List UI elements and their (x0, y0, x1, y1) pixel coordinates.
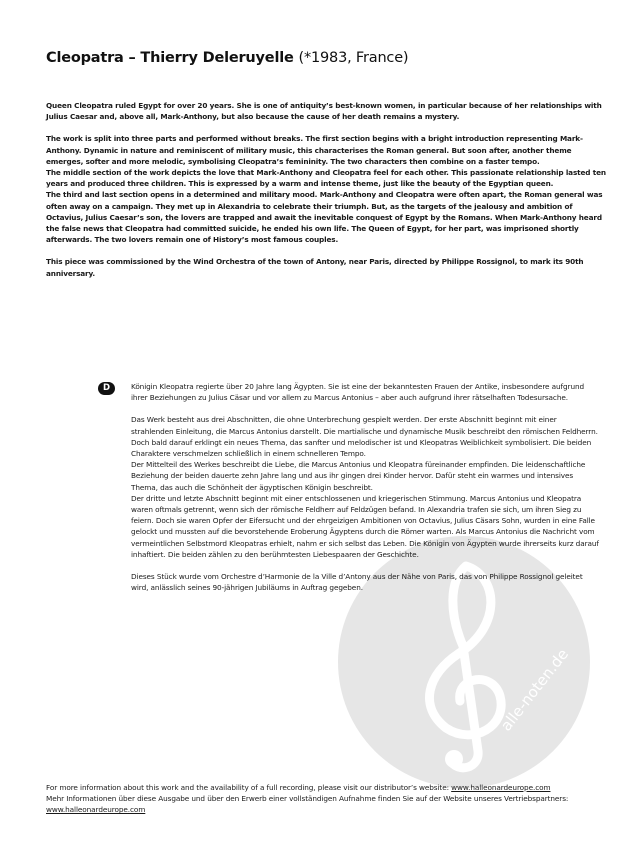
en-paragraph-commission: This piece was commissioned by the Wind Orchestra of the town of Antony, near Paris, directed by Philippe Rossignol, to mark its 90th anniversary. (46, 257, 584, 278)
english-text-block (46, 100, 606, 290)
en-paragraph-section-1: The work is split into three parts and performed without breaks. The first section begins with a bright introduction representing Mark-Anthony. Dynamic in nature and reminiscent of military music, this characterises the Roman general. But soon after, another theme emerges, softer and more melodic, symbolising Cleopatra’s femininity. The two characters then combine on a faster tempo. (46, 134, 583, 166)
footer-english (46, 782, 606, 793)
footer-en-link[interactable]: www.halleonardeurope.com (451, 783, 551, 792)
en-paragraph-section-2: The middle section of the work depicts the love that Mark-Anthony and Cleopatra feel for each other. This passionate relationship lasted ten years and produced three children. This is expressed by a warm and intense theme, just like the beauty of the Egyptian queen. (46, 168, 606, 189)
footer-de-text: Mehr Informationen über diese Ausgabe und über den Erwerb einer vollständigen Aufnahme finden Sie auf der Website unseres Vertriebspartners: (46, 794, 569, 804)
de-paragraph-intro: Königin Kleopatra regierte über 20 Jahre lang Ägypten. Sie ist eine der bekanntesten Frauen der Antike, insbesondere aufgrund ihrer Beziehungen zu Julius Cäsar und vor allem zu Marcus Antonius – aber auch aufgrund ihrer rätselhaften Todesursache. (131, 382, 585, 403)
title-sub: (*1983, France) (298, 50, 409, 66)
de-paragraph-section-3: Der dritte und letzte Abschnitt beginnt mit einer entschlossenen und kriegerischen Stimmung. Marcus Antonius und Kleopatra waren oftmals getrennt, wenn sich der römische Feldherr auf Feldzügen befand. In Alexandria trafen sie sich, um ihren Sieg zu feiern. Doch sie waren Opfer der Eifersucht und der ehrgeizigen Ambitionen von Octavius, Julius Cäsars Sohn, wurden in eine Falle gelockt und mussten auf die bevorstehende Eroberung Ägyptens durch die Römer warten. Als Marcus Antonius die Nachricht vom vermeintlichen Selbstmord Kleopatras erhielt, nahm er sich selbst das Leben. Die Königin von Ägypten wurde ihrerseits kurz darauf inhaftiert. Die beiden zählen zu den berühmtesten Liebespaaren der Geschichte. (131, 493, 599, 559)
en-paragraph-intro: Queen Cleopatra ruled Egypt for over 20 years. She is one of antiquity’s best-known women, in particular because of her relationships with Julius Caesar and, above all, Mark-Anthony, but also because the cause of her death remains a mystery. (46, 101, 602, 122)
footer-en-text: For more information about this work and the availability of a full recording, please visit our distributor’s website: (46, 783, 449, 792)
footer-de-link[interactable]: www.halleonardeurope.com (46, 805, 146, 815)
de-paragraph-section-2: Der Mittelteil des Werkes beschreibt die Liebe, die Marcus Antonius und Kleopatra füreinander empfinden. Die leidenschaftliche Beziehung der beiden dauerte zehn Jahre lang und aus ihr gingen drei Kinder hervor. Dafür steht ein warmes und intensives Thema, das auch die Schönheit der ägyptischen Königin beschreibt. (131, 460, 586, 492)
watermark-text: alle-noten.de (496, 645, 573, 735)
page-title (46, 50, 408, 66)
de-paragraph-section-1: Das Werk besteht aus drei Abschnitten, die ohne Unterbrechung gespielt werden. Der erste Abschnitt beginnt mit einer strahlenden Einleitung, die Marcus Antonius darstellt. Die martialische und dynamische Musik beschreibt den römischen Feldherrn. Doch bald darauf erklingt ein neues Thema, das sanfter und melodischer ist und Kleopatras Weiblichkeit symbolisiert. Die beiden Charaktere verschmelzen schließlich in einem schnelleren Tempo. (131, 415, 598, 459)
en-paragraph-section-3: The third and last section opens in a determined and military mood. Mark-Anthony and Cleopatra were often apart, the Roman general was often away on a campaign. They met up in Alexandria to celebrate their triumph. But, as the targets of the jealousy and ambition of Octavius, Julius Caesar’s son, the lovers are trapped and await the inevitable conquest of Egypt by the Romans. When Mark-Anthony heard the false news that Cleopatra had committed suicide, he ended his own life. The Queen of Egypt, for her part, was imprisoned shortly afterwards. The two lovers remain one of History’s most famous couples. (46, 190, 603, 245)
german-language-badge: D (98, 382, 115, 395)
de-paragraph-commission: Dieses Stück wurde vom Orchestre d’Harmonie de la Ville d’Antony aus der Nähe von Paris, das von Philippe Rossignol geleitet wird, anlässlich seines 90-jährigen Jubiläums in Auftrag gegeben. (131, 572, 583, 593)
footer-german (46, 793, 606, 815)
title-main: Cleopatra – Thierry Deleruyelle (46, 50, 294, 66)
footer (46, 782, 606, 816)
german-text-block (131, 381, 601, 604)
